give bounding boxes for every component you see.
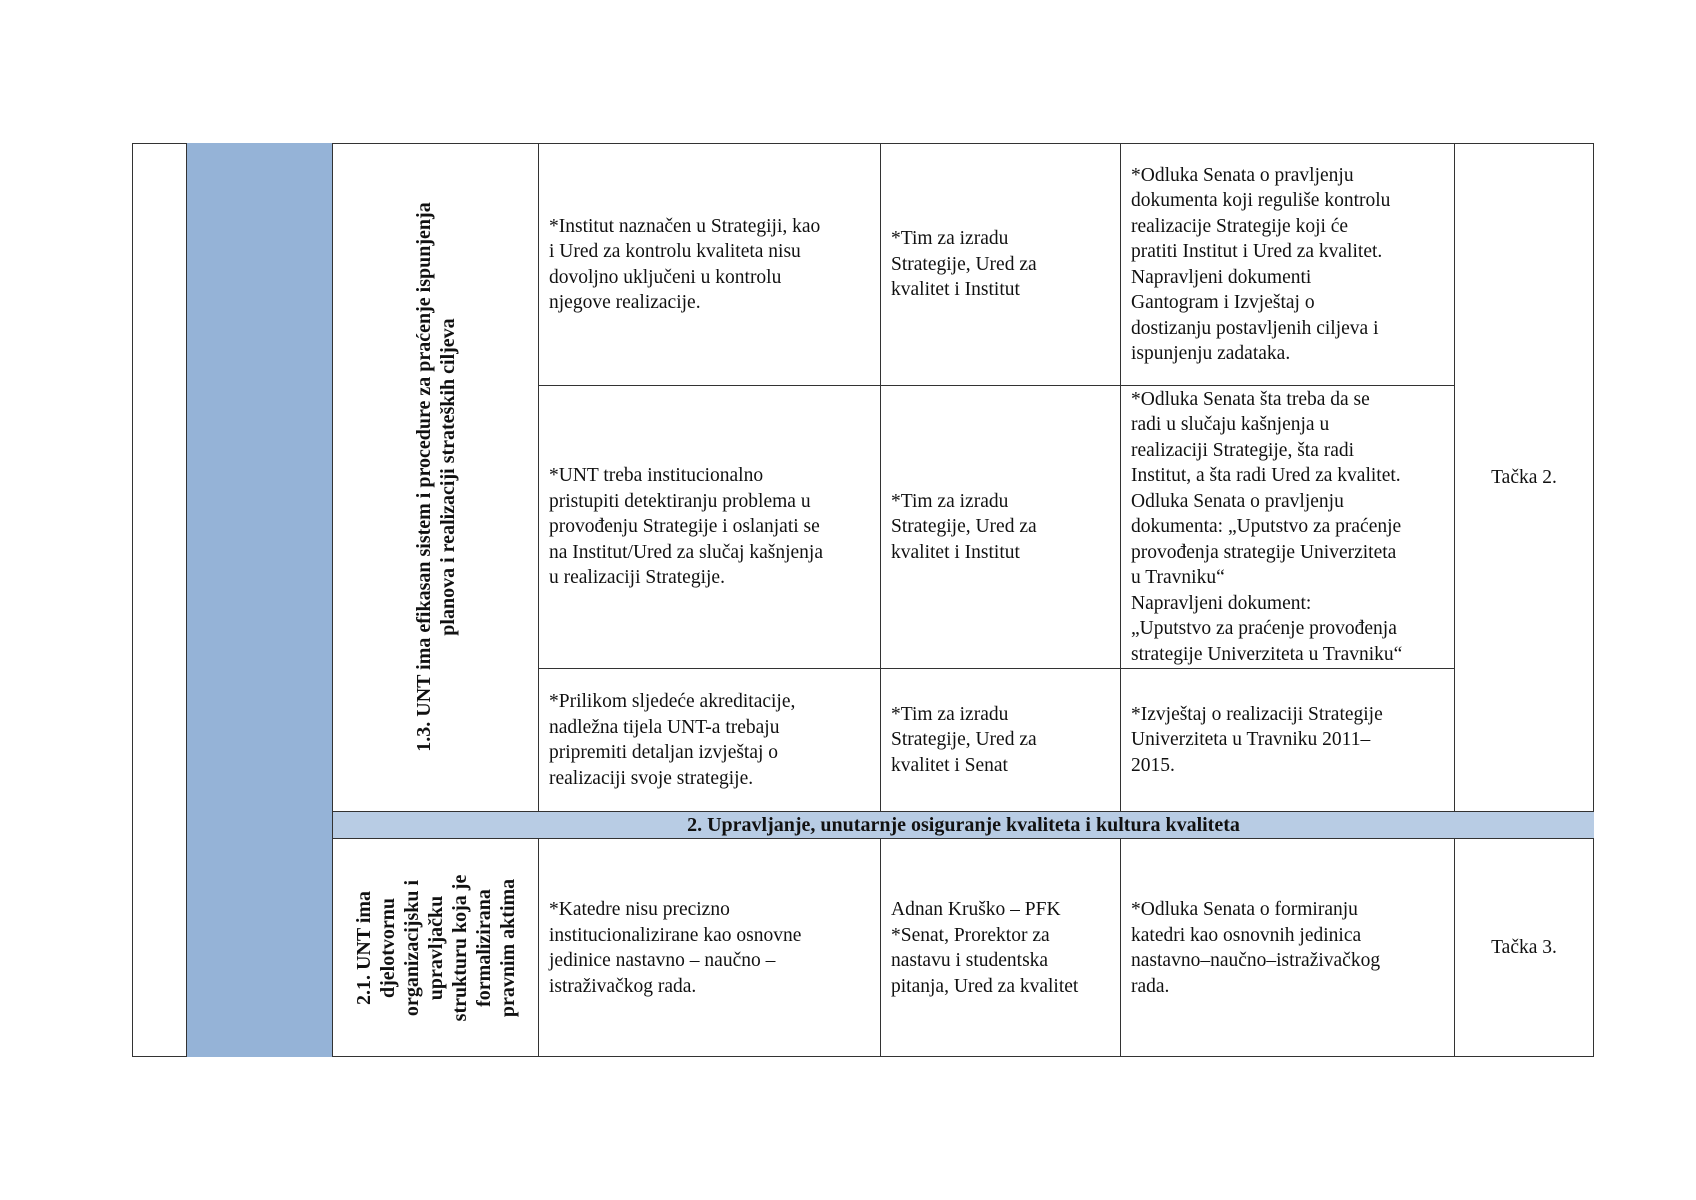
evidence-line: Napravljeni dokumenti bbox=[1131, 266, 1312, 288]
responsible-line: pitanja, Ured za kvalitet bbox=[891, 975, 1079, 997]
blue-shaded-column bbox=[186, 143, 333, 1057]
criterion-2-1-cell bbox=[334, 840, 538, 1056]
evidence-line: pratiti Institut i Ured za kvalitet. bbox=[1131, 241, 1383, 262]
section-heading-band bbox=[333, 811, 1594, 839]
responsible-line: kvalitet i Senat bbox=[891, 754, 1008, 776]
recommendation-line: realizaciji svoje strategije. bbox=[549, 767, 754, 789]
recommendation-cell bbox=[539, 144, 880, 385]
evidence-line: realizaciji Strategije, šta radi bbox=[1131, 439, 1355, 461]
evidence-line: rada. bbox=[1131, 975, 1170, 997]
recommendation-line: u realizaciji Strategije. bbox=[549, 567, 725, 589]
evidence-line: *Izvještaj o realizaciji Strategije bbox=[1131, 703, 1383, 725]
responsible-cell bbox=[881, 669, 1120, 811]
evidence-cell bbox=[1121, 669, 1454, 811]
criterion-1-3-line: planova i realizaciji strateških ciljeva bbox=[437, 318, 459, 636]
criterion-1-3-text bbox=[412, 157, 460, 797]
recommendation-line: i Ured za kontrolu kvaliteta nisu bbox=[549, 241, 801, 262]
responsible-line: *Tim za izradu bbox=[891, 490, 1009, 512]
responsible-line: *Senat, Prorektor za bbox=[891, 924, 1050, 946]
evidence-line: u Travniku“ bbox=[1131, 567, 1225, 589]
evidence-line: dokumenta: „Uputstvo za praćenje bbox=[1131, 516, 1402, 538]
responsible-line: nastavu i studentska bbox=[891, 950, 1049, 971]
evidence-line: realizacije Strategije koji će bbox=[1131, 215, 1349, 237]
reference-cell bbox=[1455, 144, 1593, 811]
criterion-2-1-line: upravljačku bbox=[425, 895, 447, 1001]
recommendation-line: pristupiti detektiranju problema u bbox=[549, 490, 811, 512]
recommendation-line: njegove realizacije. bbox=[549, 292, 701, 313]
recommendation-line: *Katedre nisu precizno bbox=[549, 899, 730, 920]
section-heading: 2. Upravljanje, unutarnje osiguranje kvaliteta i kultura kvaliteta bbox=[687, 813, 1240, 836]
evidence-line: katedri kao osnovnih jedinica bbox=[1131, 924, 1362, 946]
criterion-2-1-line: pravnim aktima bbox=[497, 878, 519, 1018]
evidence-line: Univerziteta u Travniku 2011– bbox=[1131, 729, 1371, 751]
evidence-line: dokumenta koji reguliše kontrolu bbox=[1131, 190, 1391, 211]
evidence-line: nastavno–naučno–istraživačkog bbox=[1131, 950, 1381, 971]
reference-text: Tačka 3. bbox=[1491, 937, 1557, 958]
evidence-cell bbox=[1121, 144, 1454, 385]
responsible-line: Strategije, Ured za bbox=[891, 516, 1037, 538]
evidence-cell bbox=[1121, 386, 1454, 668]
responsible-cell bbox=[881, 840, 1120, 1056]
responsible-line: kvalitet i Institut bbox=[891, 541, 1020, 563]
recommendation-line: na Institut/Ured za slučaj kašnjenja bbox=[549, 541, 823, 563]
responsible-line: *Tim za izradu bbox=[891, 228, 1009, 250]
responsible-line: *Tim za izradu bbox=[891, 703, 1009, 725]
evidence-line: radi u slučaju kašnjenja u bbox=[1131, 414, 1330, 436]
recommendation-line: *Institut naznačen u Strategiji, kao bbox=[549, 215, 821, 237]
criterion-1-3-line: 1.3. UNT ima efikasan sistem i procedure za praćenje ispunjenja bbox=[413, 202, 435, 752]
recommendation-line: *UNT treba institucionalno bbox=[549, 465, 764, 487]
reference-cell bbox=[1455, 840, 1593, 1056]
evidence-line: dostizanju postavljenih ciljeva i bbox=[1131, 317, 1379, 339]
evidence-line: provođenja strategije Univerziteta bbox=[1131, 541, 1397, 563]
evidence-line: *Odluka Senata o pravljenju bbox=[1131, 164, 1354, 186]
evidence-line: „Uputstvo za praćenje provođenja bbox=[1131, 618, 1397, 640]
criterion-2-1-line: formalizirana bbox=[473, 889, 495, 1007]
evidence-line: 2015. bbox=[1131, 754, 1175, 776]
recommendation-line: istraživačkog rada. bbox=[549, 975, 697, 997]
responsible-line: kvalitet i Institut bbox=[891, 279, 1020, 301]
recommendation-line: dovoljno uključeni u kontrolu bbox=[549, 266, 782, 288]
recommendation-cell bbox=[539, 669, 880, 811]
evidence-line: strategije Univerziteta u Travniku“ bbox=[1131, 643, 1403, 665]
criterion-2-1-line: 2.1. UNT ima bbox=[353, 890, 375, 1006]
responsible-line: Adnan Kruško – PFK bbox=[891, 899, 1061, 920]
responsible-line: Strategije, Ured za bbox=[891, 729, 1037, 751]
evidence-line: Odluka Senata o pravljenju bbox=[1131, 490, 1344, 512]
responsible-cell bbox=[881, 144, 1120, 385]
responsible-line: Strategije, Ured za bbox=[891, 253, 1037, 275]
responsible-cell bbox=[881, 386, 1120, 668]
evidence-line: *Odluka Senata šta treba da se bbox=[1131, 388, 1370, 410]
recommendation-cell bbox=[539, 386, 880, 668]
evidence-line: Napravljeni dokument: bbox=[1131, 592, 1312, 614]
evidence-cell bbox=[1121, 840, 1454, 1056]
criterion-2-1-line: strukturu koja je bbox=[449, 874, 471, 1022]
criterion-2-1-line: djelotvornu bbox=[377, 898, 399, 998]
evidence-line: ispunjenju zadataka. bbox=[1131, 343, 1291, 364]
recommendation-line: jedinice nastavno – naučno – bbox=[549, 950, 776, 971]
criterion-1-3-cell bbox=[334, 144, 538, 810]
recommendation-line: *Prilikom sljedeće akreditacije, bbox=[549, 691, 796, 712]
criterion-2-1-line: organizacijsku i bbox=[401, 879, 423, 1017]
recommendation-line: institucionalizirane kao osnovne bbox=[549, 924, 802, 946]
recommendation-line: pripremiti detaljan izvještaj o bbox=[549, 742, 779, 763]
recommendation-line: provođenju Strategije i oslanjati se bbox=[549, 516, 820, 538]
reference-text: Tačka 2. bbox=[1491, 466, 1557, 488]
evidence-line: Gantogram i Izvještaj o bbox=[1131, 292, 1315, 313]
criterion-2-1-text bbox=[352, 843, 520, 1053]
recommendation-cell bbox=[539, 840, 880, 1056]
evidence-line: *Odluka Senata o formiranju bbox=[1131, 899, 1358, 920]
recommendation-line: nadležna tijela UNT-a trebaju bbox=[549, 716, 780, 738]
evidence-line: Institut, a šta radi Ured za kvalitet. bbox=[1131, 465, 1401, 487]
